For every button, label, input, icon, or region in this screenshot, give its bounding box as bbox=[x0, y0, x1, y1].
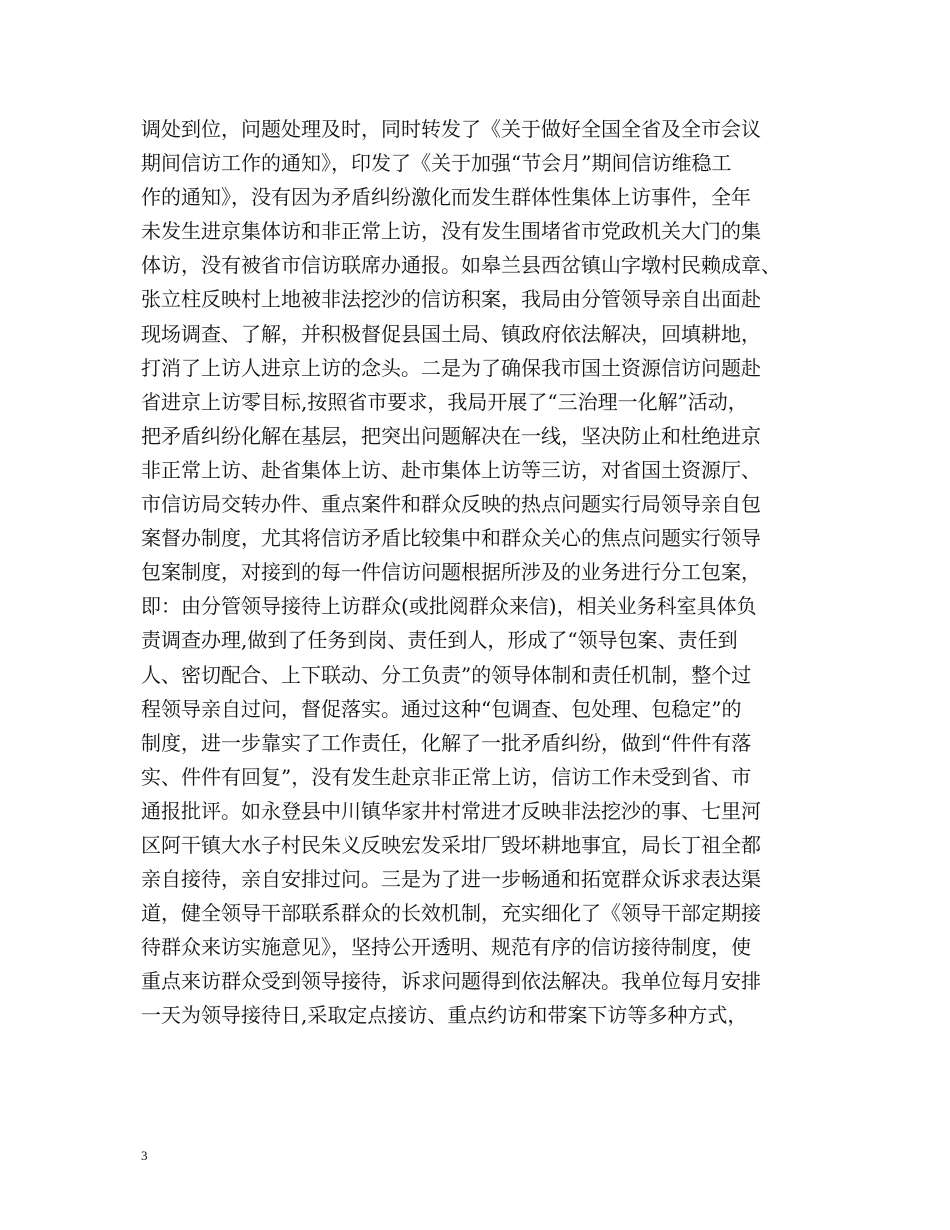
text-line: 人、密切配合、上下联动、分工负责”的领导体制和责任机制，整个过 bbox=[141, 662, 752, 687]
text-line: 打消了上访人进京上访的念头。二是为了确保我市国土资源信访问题赴 bbox=[141, 355, 761, 380]
text-line: 责调查办理,做到了任务到岗、责任到人，形成了“领导包案、责任到 bbox=[141, 628, 738, 653]
text-line: 非正常上访、赴省集体上访、赴市集体上访等三访，对省国土资源厅、 bbox=[141, 457, 761, 482]
text-line: 道，健全领导干部联系群众的长效机制，充实细化了《领导干部定期接 bbox=[141, 901, 761, 926]
text-line: 期间信访工作的通知》，印发了《关于加强“节会月”期间信访维稳工 bbox=[141, 151, 732, 176]
text-line: 市信访局交转办件、重点案件和群众反映的热点问题实行局领导亲自包 bbox=[141, 492, 761, 517]
text-line: 制度，进一步靠实了工作责任，化解了一批矛盾纠纷，做到“件件有落 bbox=[141, 730, 752, 755]
text-line: 把矛盾纠纷化解在基层，把突出问题解决在一线，坚决防止和杜绝进京 bbox=[141, 423, 761, 448]
text-line: 重点来访群众受到领导接待，诉求问题得到依法解决。我单位每月安排 bbox=[141, 969, 761, 994]
text-line: 待群众来访实施意见》，坚持公开透明、规范有序的信访接待制度，使 bbox=[141, 935, 751, 960]
text-line: 调处到位，问题处理及时，同时转发了《关于做好全国全省及全市会议 bbox=[141, 117, 761, 141]
text-line: 未发生进京集体访和非正常上访，没有发生围堵省市党政机关大门的集 bbox=[141, 219, 761, 244]
text-line: 包案制度，对接到的每一件信访问题根据所涉及的业务进行分工包案， bbox=[141, 560, 761, 585]
text-line: 即：由分管领导接待上访群众(或批阅群众来信)，相关业务科室具体负 bbox=[141, 594, 757, 619]
text-line: 作的通知》，没有因为矛盾纠纷激化而发生群体性集体上访事件，全年 bbox=[141, 185, 751, 210]
text-line: 张立柱反映村上地被非法挖沙的信访积案，我局由分管领导亲自出面赴 bbox=[141, 287, 761, 312]
body-text bbox=[141, 112, 831, 1033]
text-line: 省进京上访零目标,按照省市要求，我局开展了“三治理一化解”活动， bbox=[141, 389, 748, 414]
text-line: 通报批评。如永登县中川镇华家井村常进才反映非法挖沙的事、七里河 bbox=[141, 798, 761, 823]
text-line: 实、件件有回复”，没有发生赴京非正常上访，信访工作未受到省、市 bbox=[141, 764, 752, 789]
text-line: 亲自接待，亲自安排过问。三是为了进一步畅通和拓宽群众诉求表达渠 bbox=[141, 867, 761, 892]
text-line: 案督办制度，尤其将信访矛盾比较集中和群众关心的焦点问题实行领导 bbox=[141, 526, 761, 551]
text-line: 区阿干镇大水子村民朱义反映宏发采坩厂毁坏耕地事宜，局长丁祖全都 bbox=[141, 832, 761, 857]
text-line: 现场调查、了解，并积极督促县国土局、镇政府依法解决，回填耕地， bbox=[141, 321, 761, 346]
text-line: 程领导亲自过问，督促落实。通过这种“包调查、包处理、包稳定”的 bbox=[141, 696, 742, 721]
page-number: 3 bbox=[141, 1148, 148, 1163]
text-line: 体访，没有被省市信访联席办通报。如皋兰县西岔镇山字墩村民赖成章、 bbox=[141, 253, 781, 278]
text-line: 一天为领导接待日,采取定点接访、重点约访和带案下访等多种方式， bbox=[141, 1003, 748, 1028]
